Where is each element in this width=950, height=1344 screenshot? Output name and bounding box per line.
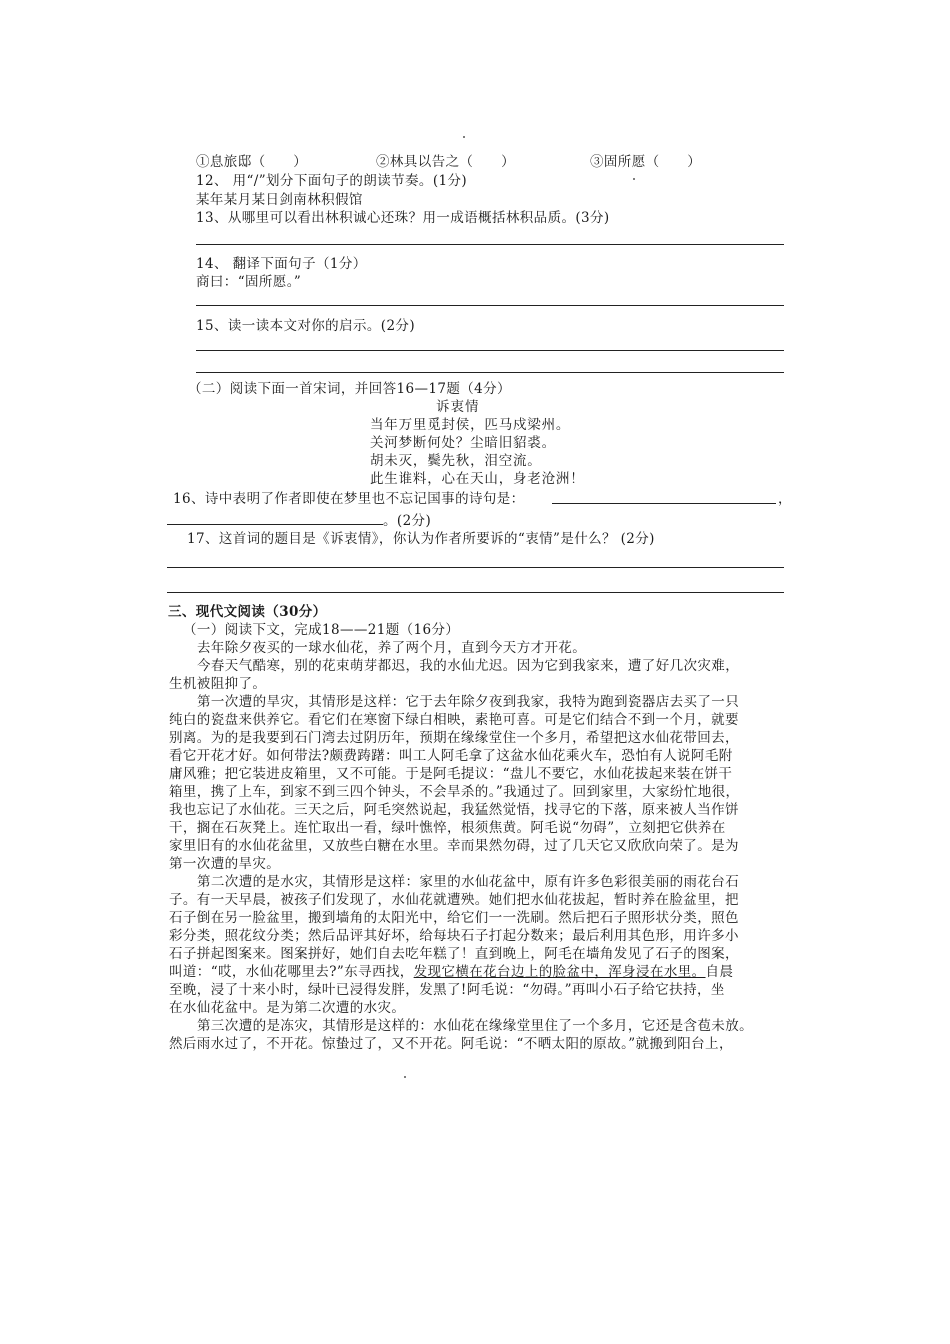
passage-line: 生机被阻抑了。 [169, 676, 267, 692]
q11-item-3: ③固所愿（ ） [590, 154, 702, 170]
q15-prompt: 15、读一读本文对你的启示。(2分) [196, 318, 416, 334]
scan-speck [633, 178, 635, 180]
passage-line: 然后雨水过了，不开花。惊蛰过了，又不开花。阿毛说：“不晒太阳的原故。”就搬到阳台上， [169, 1036, 733, 1052]
q12-sentence: 某年某月某日剑南林积假馆 [196, 192, 363, 208]
q16-prompt: 16、诗中表明了作者即使在梦里也不忘记国事的诗句是： [173, 491, 525, 507]
poem-line-3: 胡未灭，鬓先秋，泪空流。 [370, 453, 542, 469]
passage-line: 彩分类，照花纹分类；然后品评其好坏，给每块石子打起分数来；最后利用其色形，用许多小 [169, 928, 739, 944]
q15-answer-line-2[interactable] [196, 372, 784, 373]
underlined-passage-text: 发现它横在花台边上的脸盆中，浑身浸在水里。 [413, 964, 706, 980]
poem-line-4: 此生谁料，心在天山，身老沧洲！ [370, 471, 585, 487]
passage-line: 纯白的瓷盘来供养它。看它们在寒窗下绿白相映，素艳可喜。可是它们结合不到一个月，就要 [169, 712, 739, 728]
q14-sentence: 商曰：“固所愿。” [196, 274, 302, 290]
scan-speck [404, 1076, 406, 1078]
q16-answer-line-1[interactable] [552, 503, 776, 504]
section3-heading: 三、现代文阅读（30分） [168, 604, 327, 620]
passage-line: 第一次遭的旱灾，其情形是这样：它于去年除夕夜到我家，我特为跑到瓷器店去买了一只 [197, 694, 740, 710]
q11-item-1: ①息旅邸（ ） [196, 154, 308, 170]
q11-item-2: ②林具以告之（ ） [376, 154, 515, 170]
passage-line: 去年除夕夜买的一球水仙花，养了两个月，直到今天方才开花。 [197, 640, 587, 656]
passage-line: 干，搁在石灰凳上。连忙取出一看，绿叶憔悴，根须焦黄。阿毛说“勿碍”，立刻把它供养在 [169, 820, 726, 836]
passage-line: 石子倒在另一脸盆里，搬到墙角的太阳光中，给它们一一洗刷。然后把石子照形状分类，照色 [169, 910, 739, 926]
passage-line: 石子拼起图案来。图案拼好，她们自去吃年糕了！直到晚上，阿毛在墙角发见了石子的图案， [169, 946, 739, 962]
poem-line-1: 当年万里觅封侯，匹马戍梁州。 [370, 417, 571, 433]
q13-prompt: 13、从哪里可以看出林积诚心还珠？用一成语概括林积品质。(3分) [196, 210, 610, 226]
passage-line: 子。有一天早晨，被孩子们发现了，水仙花就遭殃。她们把水仙花拔起，暂时养在脸盆里，把 [169, 892, 739, 908]
passage-line: 我也忘记了水仙花。三天之后，阿毛突然说起，我猛然觉悟，找寻它的下落，原来被人当作饼 [169, 802, 739, 818]
passage-line: 看它开花才好。如何带法?颇费踌躇：叫工人阿毛拿了这盆水仙花乘火车，恐怕有人说阿毛附 [169, 748, 733, 764]
q17-prompt: 17、这首词的题目是《诉衷情》，你认为作者所要诉的“衷情”是什么？ (2分) [187, 531, 655, 547]
q14-answer-line[interactable] [196, 305, 784, 306]
passage-line: 今春天气酷寒，别的花束萌芽都迟，我的水仙尤迟。因为它到我家来，遭了好几次灾难， [197, 658, 740, 674]
q16-comma: ， [778, 491, 792, 507]
passage-text: 叫道：“哎，水仙花哪里去?”东寻西找， [169, 964, 414, 980]
q12-prompt: 12、 用“/”划分下面句子的朗读节奏。(1分) [196, 173, 468, 189]
q14-prompt: 14、 翻译下面句子（1分） [196, 256, 367, 272]
passage-line: 在水仙花盆中。是为第二次遭的水灾。 [169, 1000, 406, 1016]
passage-line: 庸风雅；把它装进皮箱里，又不可能。于是阿毛提议：“盘儿不要它，水仙花拔起来装在饼干 [169, 766, 733, 782]
passage-text: 自晨 [705, 964, 734, 980]
passage-line: 第二次遭的是水灾，其情形是这样：家里的水仙花盆中，原有许多色彩很美丽的雨花台石 [197, 874, 740, 890]
passage-line [169, 963, 733, 981]
q16-answer-line-2[interactable] [167, 524, 383, 525]
scan-speck [463, 136, 465, 138]
poem-line-2: 关河梦断何处？尘暗旧貂裘。 [370, 435, 556, 451]
passage-line: 第三次遭的是冻灾，其情形是这样的：水仙花在缘缘堂里住了一个多月，它还是含苞未放。 [197, 1018, 753, 1034]
section2-heading: （二）阅读下面一首宋词，并回答16—17题（4分） [188, 381, 511, 397]
passage-line: 至晚，浸了十来小时，绿叶已浸得发胖，发黑了!阿毛说：“勿碍。”再叫小石子给它扶持，坐 [169, 982, 725, 998]
passage-line: 第一次遭的旱灾。 [169, 856, 281, 872]
q15-answer-line-1[interactable] [196, 350, 784, 351]
passage-line: 别离。为的是我要到石门湾去过阴历年，预期在缘缘堂住一个多月，希望把这水仙花带回去， [169, 730, 739, 746]
poem-title: 诉衷情 [436, 399, 480, 415]
q13-answer-line[interactable] [196, 244, 784, 245]
q16-end: 。(2分) [383, 513, 432, 529]
passage-line: 家里旧有的水仙花盆里，又放些白糖在水里。幸而果然勿碍，过了几天它又欣欣向荣了。是为 [169, 838, 739, 854]
passage-line: 箱里，携了上车，到家不到三四个钟头，不会旱杀的。”我通过了。回到家里，大家纷忙地很， [169, 784, 740, 800]
section3-sub-heading: （一）阅读下文，完成18——21题（16分） [183, 622, 460, 638]
q17-answer-line-2[interactable] [167, 592, 784, 593]
q17-answer-line-1[interactable] [167, 567, 784, 568]
